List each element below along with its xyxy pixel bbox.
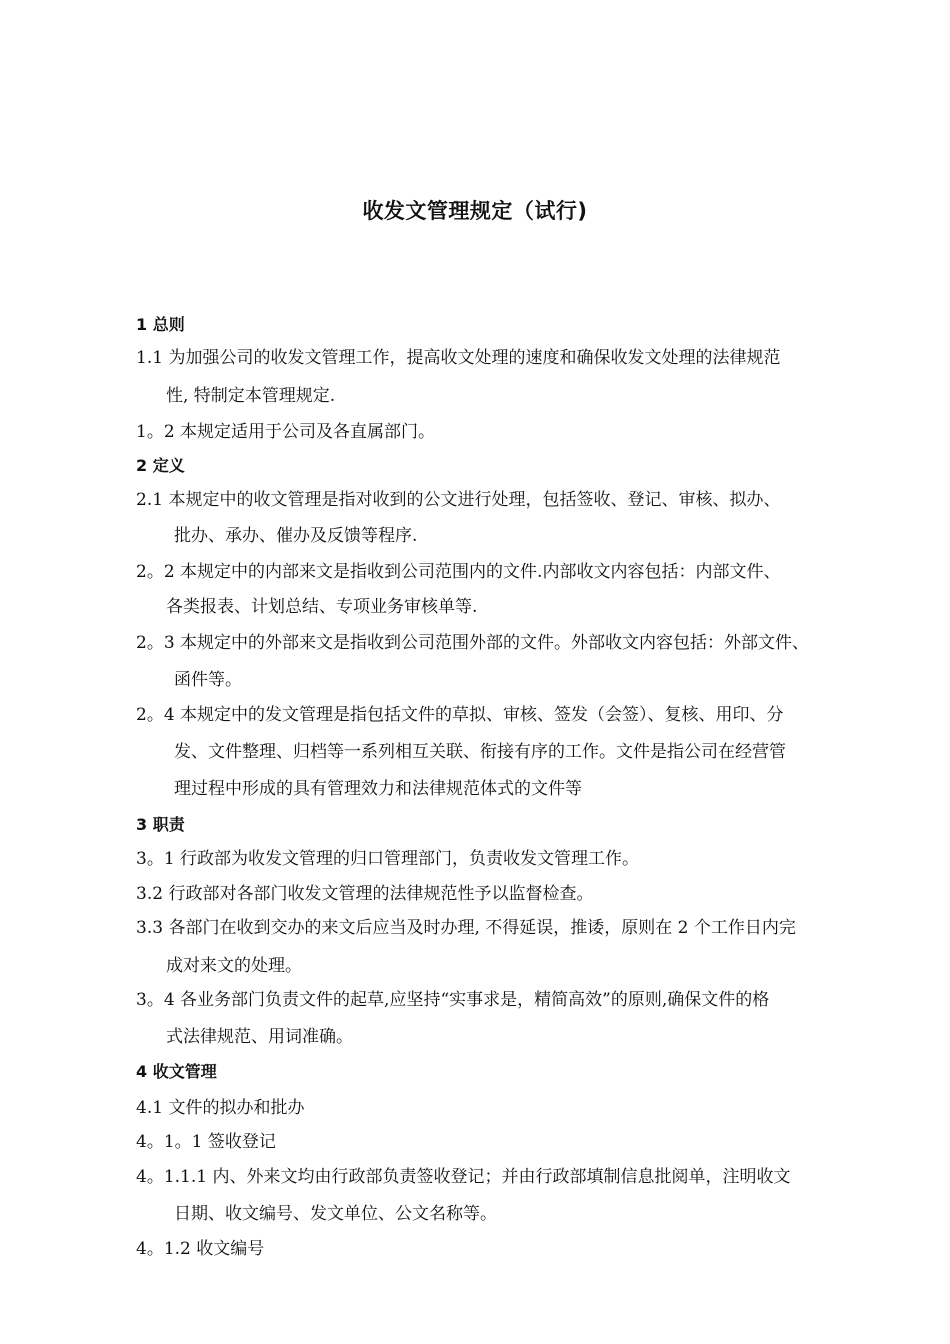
clause-1-1-line-2: 性, 特制定本管理规定. [166, 386, 336, 406]
section-heading-responsibilities: 3 职责 [136, 815, 185, 834]
clause-3-2: 3.2 行政部对各部门收发文管理的法律规范性予以监督检查。 [136, 884, 594, 904]
clause-2-3-line-2: 函件等。 [174, 670, 242, 690]
clause-3-4-line-2: 式法律规范、用词准确。 [166, 1027, 353, 1047]
clause-4-1-1-1-line-1: 4。1.1.1 内、外来文均由行政部负责签收登记；并由行政部填制信息批阅单，注明收文 [136, 1167, 791, 1187]
clause-2-4-line-3: 理过程中形成的具有管理效力和法律规范体式的文件等 [174, 779, 582, 799]
clause-4-1: 4.1 文件的拟办和批办 [136, 1098, 305, 1118]
clause-1-2: 1。2 本规定适用于公司及各直属部门。 [136, 422, 436, 442]
document-title: 收发文管理规定（试行) [362, 199, 588, 223]
clause-2-4-line-2: 发、文件整理、归档等一系列相互关联、衔接有序的工作。文件是指公司在经营管 [174, 742, 786, 762]
clause-2-2-line-1: 2。2 本规定中的内部来文是指收到公司范围内的文件.内部收文内容包括：内部文件、 [136, 562, 781, 582]
clause-2-4-line-1: 2。4 本规定中的发文管理是指包括文件的草拟、审核、签发（会签）、复核、用印、分 [136, 705, 784, 725]
clause-1-1-line-1: 1.1 为加强公司的收发文管理工作，提高收文处理的速度和确保收发文处理的法律规范 [136, 348, 781, 368]
clause-2-1-line-1: 2.1 本规定中的收文管理是指对收到的公文进行处理，包括签收、登记、审核、拟办、 [136, 490, 781, 510]
section-heading-general: 1 总则 [136, 315, 185, 334]
clause-2-3-line-1: 2。3 本规定中的外部来文是指收到公司范围外部的文件。外部收文内容包括：外部文件、 [136, 633, 810, 653]
clause-4-1-1-1-line-2: 日期、收文编号、发文单位、公文名称等。 [174, 1204, 497, 1224]
clause-2-1-line-2: 批办、承办、催办及反馈等程序. [174, 526, 418, 546]
clause-3-3-line-1: 3.3 各部门在收到交办的来文后应当及时办理, 不得延误，推诿，原则在 2 个工作日内完 [136, 918, 796, 938]
clause-3-4-line-1: 3。4 各业务部门负责文件的起草,应坚持“实事求是，精简高效”的原则,确保文件的格 [136, 990, 770, 1010]
clause-3-1: 3。1 行政部为收发文管理的归口管理部门，负责收发文管理工作。 [136, 849, 640, 869]
clause-4-1-2: 4。1.2 收文编号 [136, 1239, 265, 1259]
clause-2-2-line-2: 各类报表、计划总结、专项业务审核单等. [166, 597, 478, 617]
clause-4-1-1: 4。1。1 签收登记 [136, 1132, 276, 1152]
clause-3-3-line-2: 成对来文的处理。 [166, 956, 302, 976]
section-heading-definitions: 2 定义 [136, 456, 185, 475]
section-heading-incoming-documents: 4 收文管理 [136, 1062, 217, 1081]
